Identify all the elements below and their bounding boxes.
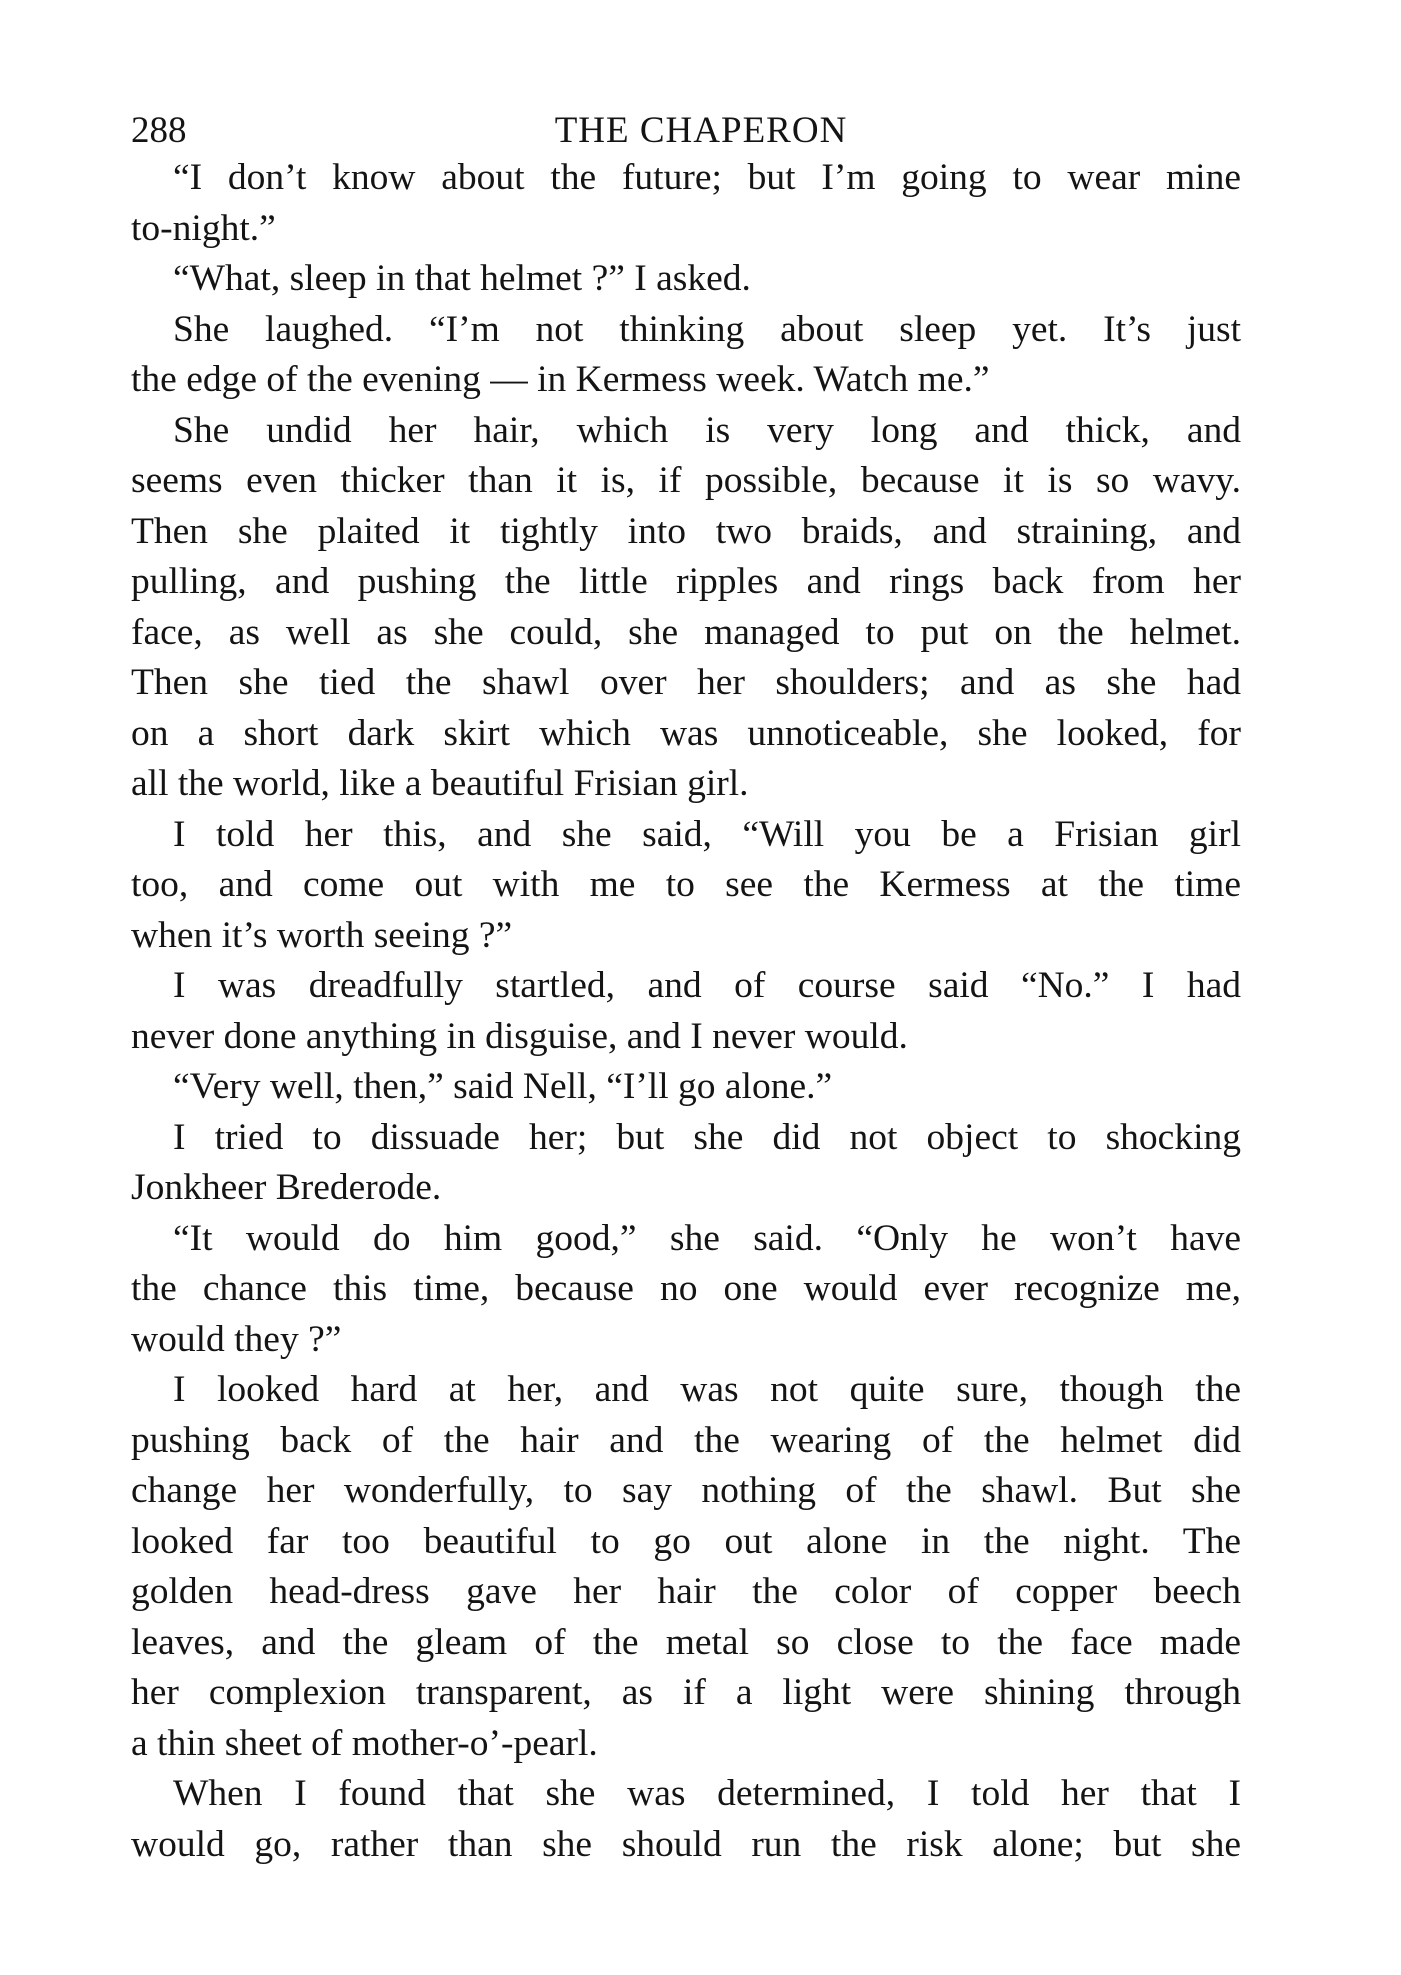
paragraph — [131, 1769, 1241, 1870]
paragraph — [131, 153, 1241, 254]
text-line: a thin sheet of mother-o’-pearl. — [131, 1722, 598, 1764]
text-line: She laughed. “I’m not thinking about sleep yet. It’s just — [173, 308, 1241, 350]
paragraph — [131, 1062, 1241, 1113]
text-line: Jonkheer Brederode. — [131, 1167, 442, 1208]
page-header — [131, 104, 1241, 158]
paragraph — [131, 810, 1241, 962]
paragraph — [131, 1214, 1241, 1366]
text-line: “What, sleep in that helmet ?” I asked. — [173, 258, 751, 299]
text-line: “I don’t know about the future; but I’m going to wear mine — [173, 157, 1241, 198]
paragraph — [131, 305, 1241, 406]
text-line: her complexion transparent, as if a light were shining through — [131, 1672, 1241, 1713]
text-line: pulling, and pushing the little ripples and rings back from her — [131, 561, 1241, 602]
text-line: looked far too beautiful to go out alone in the night. The — [131, 1520, 1241, 1562]
paragraph — [131, 1365, 1241, 1769]
text-line: When I found that she was determined, I told her that I — [173, 1773, 1241, 1814]
text-line: never done anything in disguise, and I never would. — [131, 1015, 908, 1057]
text-line: She undid her hair, which is very long and thick, and — [173, 409, 1241, 451]
text-line: Then she plaited it tightly into two braids, and straining, and — [131, 510, 1241, 552]
text-line: change her wonderfully, to say nothing of the shawl. But she — [131, 1470, 1241, 1511]
text-line: I tried to dissuade her; but she did not object to shocking — [173, 1116, 1241, 1158]
text-line: on a short dark skirt which was unnoticeable, she looked, for — [131, 712, 1241, 754]
text-line: leaves, and the gleam of the metal so close to the face made — [131, 1621, 1241, 1663]
paragraph — [131, 1113, 1241, 1214]
text-line: to-night.” — [131, 207, 276, 249]
text-line: I looked hard at her, and was not quite sure, though the — [173, 1369, 1241, 1410]
text-line: golden head-dress gave her hair the color of copper beech — [131, 1571, 1241, 1612]
text-line: would go, rather than she should run the risk alone; but she — [131, 1823, 1241, 1865]
text-line: the chance this time, because no one would ever recognize me, — [131, 1268, 1241, 1309]
paragraph — [131, 961, 1241, 1062]
text-line: pushing back of the hair and the wearing of the helmet did — [131, 1419, 1241, 1461]
page-number: 288 — [131, 110, 187, 151]
paragraph — [131, 406, 1241, 810]
text-line: “It would do him good,” she said. “Only he won’t have — [173, 1217, 1241, 1259]
text-line: the edge of the evening — in Kermess week. Watch me.” — [131, 359, 990, 400]
body-text — [131, 153, 1241, 1870]
text-line: Then she tied the shawl over her shoulders; and as she had — [131, 662, 1241, 703]
text-line: seems even thicker than it is, if possible, because it is so wavy. — [131, 460, 1241, 501]
running-title: THE CHAPERON — [554, 110, 848, 151]
text-line: would they ?” — [131, 1318, 342, 1360]
text-line: all the world, like a beautiful Frisian girl. — [131, 763, 749, 804]
text-line: I was dreadfully startled, and of course said “No.” I had — [173, 965, 1241, 1006]
paragraph — [131, 254, 1241, 305]
text-line: when it’s worth seeing ?” — [131, 914, 513, 956]
text-line: I told her this, and she said, “Will you be a Frisian girl — [173, 813, 1241, 855]
text-line: face, as well as she could, she managed to put on the helmet. — [131, 611, 1241, 653]
text-line: too, and come out with me to see the Kermess at the time — [131, 864, 1241, 905]
text-line: “Very well, then,” said Nell, “I’ll go alone.” — [173, 1066, 833, 1107]
